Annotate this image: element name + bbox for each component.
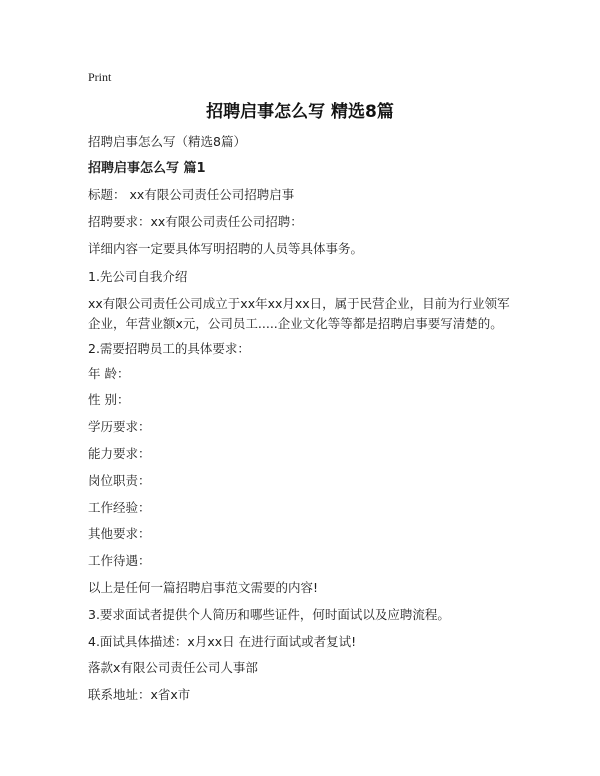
- document-subtitle: 招聘启事怎么写（精选8篇）: [88, 134, 246, 149]
- benefits-line: 工作待遇：: [88, 553, 151, 568]
- title-field-line: 标题： xx有限公司责任公司招聘启事: [88, 187, 295, 202]
- step-1-line: 1.先公司自我介绍: [88, 269, 188, 284]
- signature-line: 落款x有限公司责任公司人事部: [88, 660, 258, 675]
- print-link[interactable]: Print: [88, 70, 112, 84]
- detail-note-line: 详细内容一定要具体写明招聘的人员等具体事务。: [88, 241, 364, 256]
- other-line: 其他要求：: [88, 526, 151, 541]
- experience-line: 工作经验：: [88, 500, 151, 515]
- step-4-line: 4.面试具体描述：x月xx日 在进行面试或者复试!: [88, 634, 357, 649]
- requirement-field-line: 招聘要求：xx有限公司责任公司招聘：: [88, 214, 303, 229]
- intro-paragraph: xx有限公司责任公司成立于xx年xx月xx日，属于民营企业，目前为行业领军企业，年营业额x元，公司员工.....企业文化等等都是招聘启事要写清楚的。: [88, 296, 510, 331]
- address-line: 联系地址：x省x市: [88, 687, 191, 702]
- page-title: 招聘启事怎么写 精选8篇: [206, 102, 394, 122]
- summary-line: 以上是任何一篇招聘启事范文需要的内容!: [88, 580, 319, 595]
- step-2-line: 2.需要招聘员工的具体要求：: [88, 341, 250, 356]
- age-line: 年 龄：: [88, 366, 130, 381]
- step-3-line: 3.要求面试者提供个人简历和哪些证件，何时面试以及应聘流程。: [88, 607, 450, 622]
- ability-line: 能力要求：: [88, 446, 151, 461]
- gender-line: 性 别：: [88, 392, 130, 407]
- duties-line: 岗位职责：: [88, 473, 151, 488]
- education-line: 学历要求：: [88, 419, 151, 434]
- section-heading: 招聘启事怎么写 篇1: [88, 161, 206, 176]
